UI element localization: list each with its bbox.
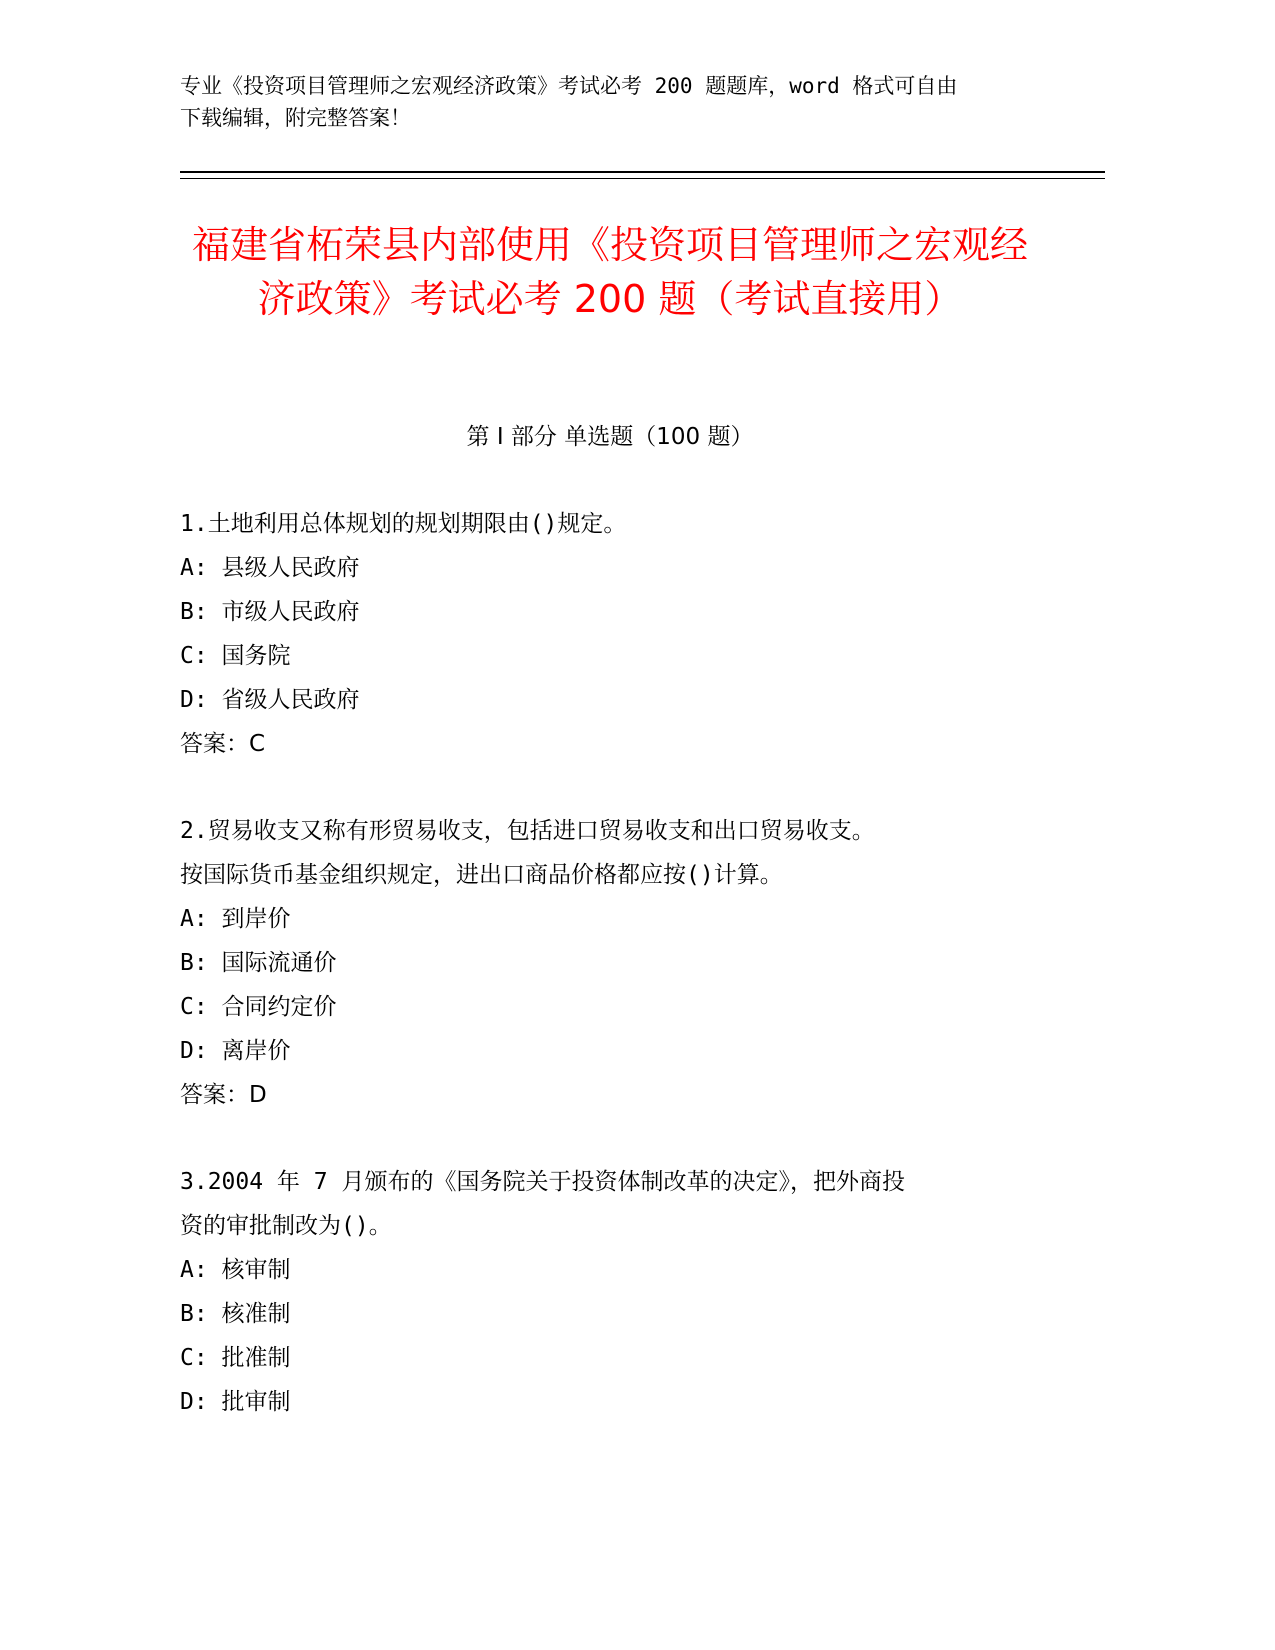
option-d: D: 批审制 — [180, 1389, 291, 1415]
question-2 — [180, 809, 1040, 1117]
question-stem: 1.土地利用总体规划的规划期限由()规定。 — [180, 511, 627, 537]
question-stem: 2.贸易收支又称有形贸易收支，包括进口贸易收支和出口贸易收支。 按国际货币基金组织规定，进出口商品价格都应按()计算。 — [180, 818, 875, 888]
question-stem: 3.2004 年 7 月颁布的《国务院关于投资体制改革的决定》，把外商投 资的审批制改为()。 — [180, 1169, 905, 1239]
header-note: 专业《投资项目管理师之宏观经济政策》考试必考 200 题题库，word 格式可自由 下载编辑，附完整答案！ — [180, 74, 958, 130]
document-title: 福建省柘荣县内部使用《投资项目管理师之宏观经济政策》考试必考 200 题（考试直接用） — [191, 223, 1028, 321]
answer: 答案：D — [180, 1082, 267, 1108]
option-b: B: 核准制 — [180, 1301, 291, 1327]
option-d: D: 离岸价 — [180, 1038, 291, 1064]
option-a: A: 到岸价 — [180, 906, 291, 932]
answer: 答案：C — [180, 731, 266, 757]
question-1 — [180, 502, 1040, 766]
option-b: B: 国际流通价 — [180, 950, 337, 976]
header-rule-thick — [180, 171, 1105, 173]
option-a: A: 核审制 — [180, 1257, 291, 1283]
option-b: B: 市级人民政府 — [180, 599, 360, 625]
section-title: 第 I 部分 单选题（100 题） — [466, 424, 754, 450]
question-list — [180, 502, 1040, 1467]
option-c: C: 国务院 — [180, 643, 291, 669]
option-a: A: 县级人民政府 — [180, 555, 360, 581]
header-rule-thin — [180, 178, 1105, 179]
option-c: C: 批准制 — [180, 1345, 291, 1371]
question-3 — [180, 1160, 1040, 1424]
option-c: C: 合同约定价 — [180, 994, 337, 1020]
option-d: D: 省级人民政府 — [180, 687, 360, 713]
